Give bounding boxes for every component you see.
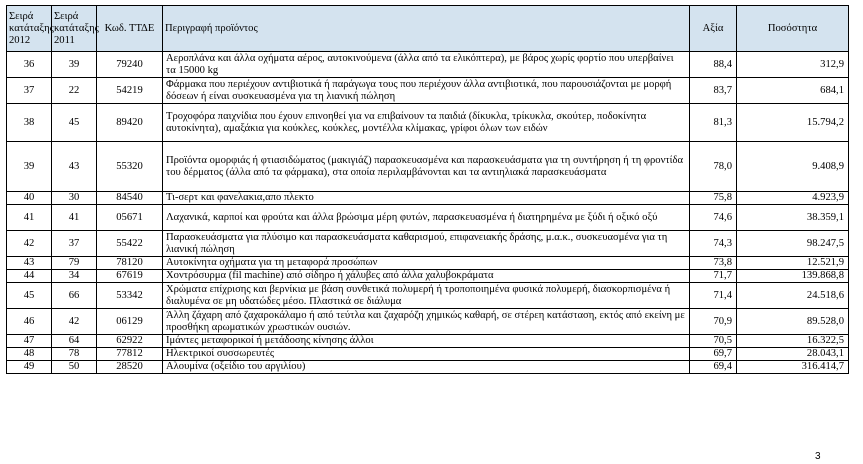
table-row xyxy=(7,361,849,374)
rank-2011-cell: 37 xyxy=(52,231,97,257)
table-row xyxy=(7,205,849,231)
rank-2012-cell: 48 xyxy=(7,348,52,361)
quantity-cell: 15.794,2 xyxy=(737,104,849,142)
rank-2011-cell: 64 xyxy=(52,335,97,348)
code-cell: 77812 xyxy=(97,348,163,361)
table-row xyxy=(7,52,849,78)
rank-2011-cell: 43 xyxy=(52,142,97,192)
product-ranking-table xyxy=(6,5,849,374)
value-cell: 81,3 xyxy=(690,104,737,142)
rank-2012-cell: 42 xyxy=(7,231,52,257)
code-cell: 62922 xyxy=(97,335,163,348)
rank-2012-cell: 45 xyxy=(7,283,52,309)
value-cell: 78,0 xyxy=(690,142,737,192)
header-row xyxy=(7,6,849,52)
value-cell: 71,4 xyxy=(690,283,737,309)
table-row xyxy=(7,257,849,270)
description-cell: Αυτοκίνητα οχήματα για τη μεταφορά προσώπων xyxy=(163,257,690,270)
code-cell: 67619 xyxy=(97,270,163,283)
description-cell: Προϊόντα ομορφιάς ή φτιασιδώματος (μακιγιάζ) παρασκευασμένα και παρασκευάσματα για τη συντήρηση ή τη φροντίδα του δέρματος (άλλα από τα φάρμακα), στα οποία περιλαμβάνονται και τα αντιηλιακά παρασκευάσματα xyxy=(163,142,690,192)
code-cell: 53342 xyxy=(97,283,163,309)
header-rank-2012: Σειρά κατάταξης 2012 xyxy=(7,6,52,52)
quantity-cell: 89.528,0 xyxy=(737,309,849,335)
description-cell: Χρώματα επίχρισης και βερνίκια με βάση συνθετικά πολυμερή ή τροποποιημένα φυσικά πολυμερή, διασκορπισμένα ή διαλυμένα σε μη υδατώδες μέσο. Πλαστικά σε διάλυμα xyxy=(163,283,690,309)
rank-2011-cell: 50 xyxy=(52,361,97,374)
value-cell: 70,5 xyxy=(690,335,737,348)
table-row xyxy=(7,283,849,309)
description-cell: Άλλη ζάχαρη από ζαχαροκάλαμο ή από τεύτλα και ζαχαρόζη χημικώς καθαρή, σε στέρεη κατάσταση, εκτός από εκείνη με προσθήκη αρωματικών χρωστικών ουσιών. xyxy=(163,309,690,335)
quantity-cell: 312,9 xyxy=(737,52,849,78)
value-cell: 83,7 xyxy=(690,78,737,104)
description-cell: Αλουμίνα (οξείδιο του αργιλίου) xyxy=(163,361,690,374)
value-cell: 74,3 xyxy=(690,231,737,257)
rank-2012-cell: 43 xyxy=(7,257,52,270)
rank-2012-cell: 46 xyxy=(7,309,52,335)
value-cell: 73,8 xyxy=(690,257,737,270)
table-row xyxy=(7,192,849,205)
value-cell: 71,7 xyxy=(690,270,737,283)
code-cell: 55422 xyxy=(97,231,163,257)
quantity-cell: 28.043,1 xyxy=(737,348,849,361)
description-cell: Χοντρόσυρμα (fil machine) από σίδηρο ή χάλυβες από άλλα χαλυβοκράματα xyxy=(163,270,690,283)
header-value: Αξία xyxy=(690,6,737,52)
quantity-cell: 139.868,8 xyxy=(737,270,849,283)
value-cell: 88,4 xyxy=(690,52,737,78)
rank-2011-cell: 41 xyxy=(52,205,97,231)
table-row xyxy=(7,142,849,192)
table-row xyxy=(7,348,849,361)
rank-2012-cell: 36 xyxy=(7,52,52,78)
header-code: Κωδ. ΤΤΔΕ xyxy=(97,6,163,52)
rank-2011-cell: 79 xyxy=(52,257,97,270)
code-cell: 28520 xyxy=(97,361,163,374)
value-cell: 75,8 xyxy=(690,192,737,205)
table-row xyxy=(7,335,849,348)
code-cell: 84540 xyxy=(97,192,163,205)
rank-2012-cell: 38 xyxy=(7,104,52,142)
quantity-cell: 9.408,9 xyxy=(737,142,849,192)
table-row xyxy=(7,309,849,335)
table-body xyxy=(7,52,849,374)
description-cell: Αεροπλάνα και άλλα οχήματα αέρος, αυτοκινούμενα (άλλα από τα ελικόπτερα), με βάρος χωρίς φορτίο που υπερβαίνει τα 15000 kg xyxy=(163,52,690,78)
code-cell: 89420 xyxy=(97,104,163,142)
description-cell: Τι-σερτ και φανελακια,απο πλεκτο xyxy=(163,192,690,205)
quantity-cell: 12.521,9 xyxy=(737,257,849,270)
quantity-cell: 98.247,5 xyxy=(737,231,849,257)
code-cell: 78120 xyxy=(97,257,163,270)
value-cell: 70,9 xyxy=(690,309,737,335)
quantity-cell: 38.359,1 xyxy=(737,205,849,231)
rank-2011-cell: 39 xyxy=(52,52,97,78)
quantity-cell: 316.414,7 xyxy=(737,361,849,374)
code-cell: 79240 xyxy=(97,52,163,78)
rank-2012-cell: 41 xyxy=(7,205,52,231)
rank-2012-cell: 39 xyxy=(7,142,52,192)
description-cell: Ιμάντες μεταφορικοί ή μετάδοσης κίνησης άλλοι xyxy=(163,335,690,348)
description-cell: Παρασκευάσματα για πλύσιμο και παρασκευάσματα καθαρισμού, επιφανειακής δράσης, μ.α.κ., συσκευασμένα για τη λιανική πώληση xyxy=(163,231,690,257)
header-quantity: Ποσόστητα xyxy=(737,6,849,52)
code-cell: 55320 xyxy=(97,142,163,192)
table-row xyxy=(7,231,849,257)
rank-2011-cell: 42 xyxy=(52,309,97,335)
quantity-cell: 24.518,6 xyxy=(737,283,849,309)
code-cell: 05671 xyxy=(97,205,163,231)
rank-2011-cell: 30 xyxy=(52,192,97,205)
rank-2012-cell: 47 xyxy=(7,335,52,348)
rank-2012-cell: 40 xyxy=(7,192,52,205)
header-description: Περιγραφή προϊόντος xyxy=(163,6,690,52)
table-row xyxy=(7,78,849,104)
description-cell: Τροχοφόρα παιχνίδια που έχουν επινοηθεί για να επιβαίνουν τα παιδιά (δίκυκλα, τρίκυκλα, σκούτερ, ποδοκίνητα αυτοκίνητα), αμαξάκια για κούκλες, κούκλες, μοντέλλα κλίμακας, γρίφοι όλων των ειδών xyxy=(163,104,690,142)
rank-2011-cell: 34 xyxy=(52,270,97,283)
table-row xyxy=(7,270,849,283)
header-rank-2011: Σειρά κατάταξης 2011 xyxy=(52,6,97,52)
rank-2011-cell: 22 xyxy=(52,78,97,104)
rank-2011-cell: 45 xyxy=(52,104,97,142)
rank-2011-cell: 66 xyxy=(52,283,97,309)
quantity-cell: 16.322,5 xyxy=(737,335,849,348)
page-number: 3 xyxy=(815,451,821,462)
value-cell: 69,7 xyxy=(690,348,737,361)
quantity-cell: 684,1 xyxy=(737,78,849,104)
rank-2012-cell: 49 xyxy=(7,361,52,374)
rank-2011-cell: 78 xyxy=(52,348,97,361)
value-cell: 69,4 xyxy=(690,361,737,374)
description-cell: Λαχανικά, καρποί και φρούτα και άλλα βρώσιμα μέρη φυτών, παρασκευασμένα ή διατηρημένα με ξύδι ή οξικό οξύ xyxy=(163,205,690,231)
code-cell: 06129 xyxy=(97,309,163,335)
rank-2012-cell: 44 xyxy=(7,270,52,283)
description-cell: Ηλεκτρικοί συσσωρευτές xyxy=(163,348,690,361)
code-cell: 54219 xyxy=(97,78,163,104)
description-cell: Φάρμακα που περιέχουν αντιβιοτικά ή παράγωγα τους που περιέχουν άλλα αντιβιοτικά, που παρουσιάζονται με μορφή δόσεων ή είναι συσκευασμένα για τη λιανική πώληση xyxy=(163,78,690,104)
value-cell: 74,6 xyxy=(690,205,737,231)
table-row xyxy=(7,104,849,142)
quantity-cell: 4.923,9 xyxy=(737,192,849,205)
rank-2012-cell: 37 xyxy=(7,78,52,104)
